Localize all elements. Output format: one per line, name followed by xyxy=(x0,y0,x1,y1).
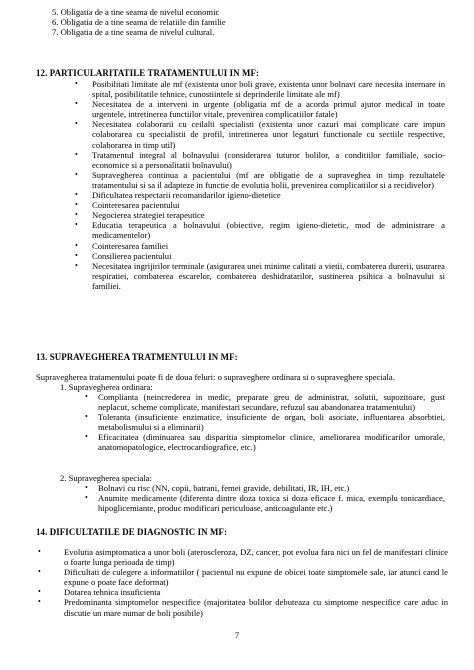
list-item xyxy=(85,412,445,432)
list-item xyxy=(85,493,445,513)
list-item xyxy=(75,79,445,99)
list-item xyxy=(85,483,445,493)
bullet-icon: • xyxy=(38,587,41,597)
page-number: 7 xyxy=(234,630,240,640)
bullet-icon: • xyxy=(75,210,78,220)
list-item-text: Cointeresarea pacientului xyxy=(92,200,180,211)
bullet-icon: • xyxy=(75,250,78,260)
list-item xyxy=(38,597,448,617)
list-item-text: Educatia terapeutica a bolnavului (obiective, regim igieno-dietetic, mod de administrare a medicamentelor) xyxy=(92,220,445,241)
list-item xyxy=(75,220,445,240)
list-item: 5. Obligatia de a tine seama de nivelul economic xyxy=(52,7,220,17)
list-item-text: Tratamentul integral al bolnavului (considerarea tuturor bolilor, a conditiilor familiale, socio-economice si a personalitatii bolnavului) xyxy=(92,149,445,170)
bullet-icon: • xyxy=(85,483,88,492)
bullet-icon: • xyxy=(75,220,78,230)
list-item xyxy=(75,261,445,291)
list-item-text: Dificultati de culegere a informatiilor ( pacientul nu expune de obicei toate simptomele sale, iar atunci cand le expune o poate face deformat) xyxy=(64,567,448,588)
list-item xyxy=(75,190,445,200)
list-item-text: Bolnavi cu risc (NN, copii, batrani, femei gravide, debilitati, IR, IH, etc.) xyxy=(98,483,350,493)
list-item xyxy=(75,119,445,149)
sub-heading-ordinary: 1. Supravegherea ordinara: xyxy=(60,382,153,392)
list-item-text: Posibilitati limitate ale mf (existenta unor boli grave, existenta unor bolnavi care necesita internare in spital, posibilitatile tehnice, cunostiintele si deprinderile limitate ale mf) xyxy=(92,79,445,100)
list-item-text: Evolutia asimptomatica a unor boli (ateroscleroza, DZ, cancer, pot evolua fara nici un fel de manifestari clinice o foarte lunga perioada de timp) xyxy=(64,547,448,568)
section-12-list xyxy=(75,79,445,291)
bullet-icon: • xyxy=(85,392,88,401)
bullet-icon: • xyxy=(85,432,88,442)
list-item-text: Necesitatea de a interveni in urgente (obligatia mf de a acorda primul ajutor medical in toate urgentele, intretinerea functiilor vitale, prevenirea complicatiilor fatale) xyxy=(92,99,445,120)
list-item xyxy=(75,170,445,190)
list-item-text: Cointeresarea familiei xyxy=(92,240,169,251)
section-13-heading: 13. SUPRAVEGHEREA TRATMENTULUI IN MF: xyxy=(36,352,238,362)
list-item: 6. Obligatia de a tine seama de relatiile din familie xyxy=(52,17,226,28)
list-item-text: Anumite medicamente (diferenta dintre doza toxica si doza eficace f. mica, exemplu tonicardiace, hipoglicemiante, produc modificari periculoase, anticoagulante etc.) xyxy=(98,493,445,514)
list-item-text: Predominanta simptomelor nespecifice (majoritatea bolilor debuteaza cu simptome nespecifice care aduc in discutie un mare numar de boli posibile) xyxy=(64,597,448,618)
bullet-icon: • xyxy=(75,149,78,159)
bullet-icon: • xyxy=(75,169,78,179)
list-item xyxy=(75,210,445,220)
special-list xyxy=(85,483,445,513)
bullet-icon: • xyxy=(85,493,88,503)
bullet-icon: • xyxy=(75,79,78,88)
bullet-icon: • xyxy=(38,597,41,607)
section-13-intro: Supravegherea tratamentului poate fi de doua feluri: o supraveghere ordinara si o supraveghere speciala. xyxy=(36,372,395,382)
list-item-text: Dotarea tehnica insuficienta xyxy=(64,587,161,598)
sub-heading-special: 2. Supravegherea speciala: xyxy=(60,473,152,483)
bullet-icon: • xyxy=(38,567,41,577)
list-item-text: Consilierea pacientului xyxy=(92,250,172,261)
list-item-text: Toleranta (insuficiente enzimatice, insuficiente de organ, boli asociate, influentarea absorbtiei, metabolismului si a eliminarii) xyxy=(98,412,445,433)
list-item-text: Dificultatea respectarii recomandarilor igieno-dietetice xyxy=(92,190,281,201)
obligations-list xyxy=(52,7,452,37)
list-item xyxy=(85,432,445,452)
bullet-icon: • xyxy=(75,240,78,250)
bullet-icon: • xyxy=(75,119,78,129)
list-item xyxy=(38,587,448,597)
list-item-text: Necesitatea colaborarii cu ceilalti specialisti (existenta unor cazuri mai complicate care impun colaborarea cu specialistii de profil, intretinerea unor legaturi functionale cu sectiile respective, colaborarea in timp util) xyxy=(92,119,445,150)
ordinary-list xyxy=(85,392,445,453)
section-14-list xyxy=(38,547,448,618)
list-item: 7. Obligatia de a tine seama de nivelul cultural. xyxy=(52,27,215,38)
list-item-text: Necesitatea ingrijirilor terminale (asigurarea unei minime calitati a vietii, combaterea durerii, usurarea respiratiei, combaterea escarelor, combaterea deshidratarilor, sustinerea psihica a bolnavului si familiei. xyxy=(92,260,445,291)
list-item xyxy=(75,99,445,119)
section-12-heading: 12. PARTICULARITATILE TRATAMENTULUI IN MF: xyxy=(36,68,260,78)
list-item-text: Negocierea strategiei terapeutice xyxy=(92,210,205,221)
bullet-icon: • xyxy=(75,260,78,270)
list-item-text: Eficacitatea (diminuarea sau disparitia simptomelor clinice, ameliorarea modificarilor umorale, anatomopatologice, electrocardiografice, etc.) xyxy=(98,432,445,453)
bullet-icon: • xyxy=(75,200,78,210)
section-14-heading: 14. DIFICULTATILE DE DIAGNOSTIC IN MF: xyxy=(36,527,228,537)
list-item xyxy=(75,200,445,210)
bullet-icon: • xyxy=(85,412,88,422)
bullet-icon: • xyxy=(38,547,41,556)
list-item xyxy=(75,150,445,170)
list-item xyxy=(38,567,448,587)
list-item xyxy=(75,251,445,261)
list-item xyxy=(38,547,448,567)
bullet-icon: • xyxy=(75,190,78,200)
list-item xyxy=(85,392,445,412)
list-item-text: Supravegherea continua a pacientului (mf are obligatie de a supraveghea in timp rezultatele tratamentului si sa il adapteze in functie de evolutia bolii, prevenirea complicatiilor si a recidivelor) xyxy=(92,169,445,190)
bullet-icon: • xyxy=(75,99,78,109)
list-item-text: Complianta (neincrederea in medic, preparate greu de administrat, solutii, supozitoare, gust neplacut, scheme complicate, manifestari secundare, refuzul sau abandonarea tratamentului) xyxy=(98,392,445,413)
list-item xyxy=(75,241,445,251)
